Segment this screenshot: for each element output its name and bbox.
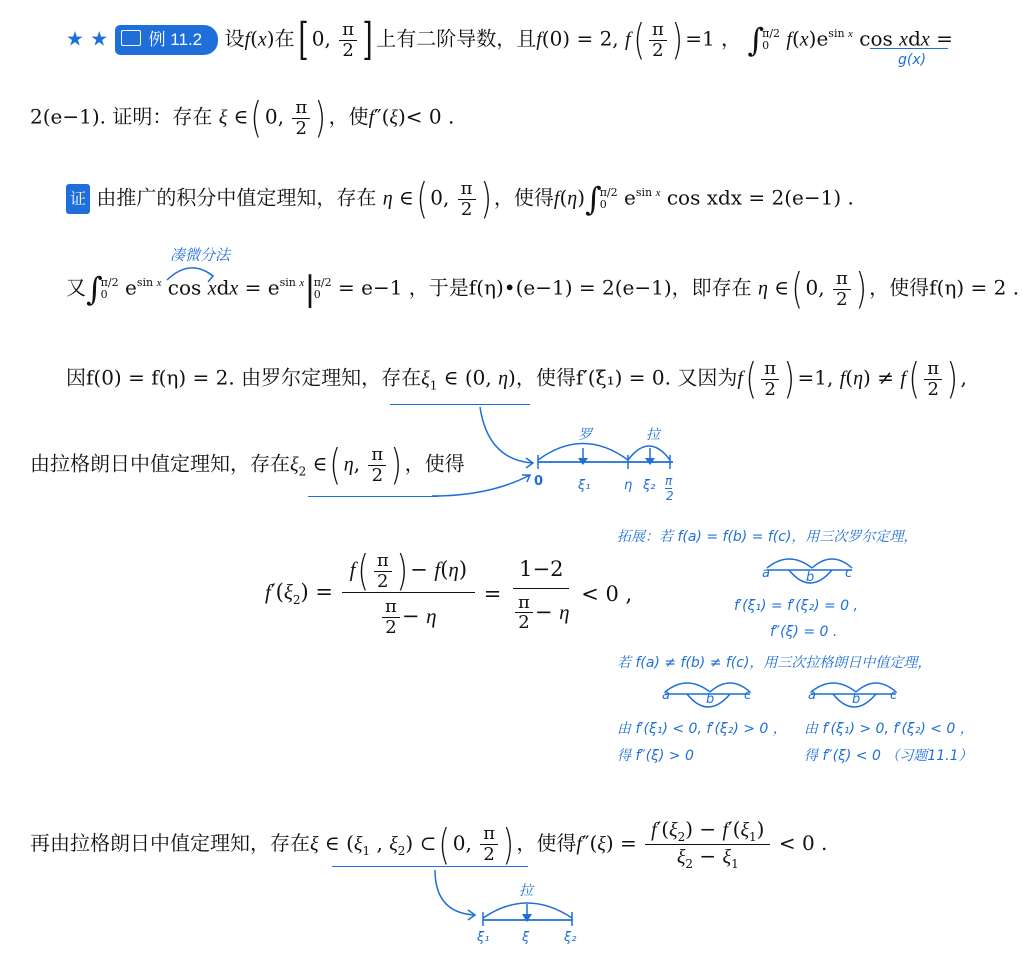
- g-label: g(x): [898, 52, 927, 68]
- given-text-a: 设: [224, 26, 245, 51]
- sn-c3: c: [890, 688, 898, 703]
- sn-b3: b: [852, 692, 861, 707]
- proof-l3b: f(0) = f(η) = 2: [86, 365, 229, 390]
- sidenote-line-3: f″(ξ) = 0 .: [770, 624, 838, 640]
- d2-tick-xi: ξ: [522, 930, 530, 945]
- proof-l4b: ，使得: [404, 451, 465, 476]
- proof-line-4: 由拉格朗日中值定理知，存在$\xi_2$ ∈( η, $\frac{\pi}{2}$ ) ，使得: [30, 440, 465, 489]
- sn-a2: a: [662, 688, 670, 703]
- line2-text: . 证明：存在: [99, 104, 213, 129]
- proof-l3d: ，使得: [515, 365, 576, 390]
- proof-l1a: 由推广的积分中值定理知，存在: [96, 185, 377, 210]
- proof-badge: 证: [66, 184, 90, 214]
- tick-label-eta: η: [624, 478, 633, 493]
- tick-label-xi1: ξ₁: [578, 478, 591, 493]
- proof-line-6: 再由拉格朗日中值定理知，存在ξ ∈ ($\xi_1$ , $\xi_2$) ⊂( 0, $\frac{\pi}{2}$ ) ，使得f″(ξ) = $\frac{f'(\xi_2) - f'(\xi_1)}{\xi_2 - \xi_1}$ < 0 .: [30, 817, 828, 872]
- proof-l2e: ，使得: [869, 275, 930, 300]
- example-badge: [115, 25, 219, 55]
- difficulty-stars: ★ ★: [66, 26, 109, 51]
- example-number: 例 11.2: [148, 30, 203, 49]
- proof-l3c: . 由罗尔定理知，存在: [228, 365, 422, 390]
- tick-label-pi: π: [665, 474, 673, 488]
- sn-b2: b: [706, 692, 715, 707]
- lagrange-arc: [628, 446, 670, 460]
- interval-diagram-1: [533, 422, 683, 512]
- d2-tick-xi2: ξ₂: [564, 930, 577, 945]
- sidenote-line-2: f′(ξ₁) = f′(ξ₂) = 0 ,: [734, 598, 858, 614]
- proof-l2c: f(η)•(e−1) = 2(e−1): [468, 275, 672, 300]
- sidenote-line-4: 若 f(a) ≠ f(b) ≠ f(c)，用三次拉格朗日中值定理，: [617, 655, 932, 671]
- proof-l1b: ，使得: [493, 185, 554, 210]
- sn-a3: a: [808, 688, 816, 703]
- proof-l2f: f(η) = 2 .: [929, 275, 1020, 300]
- proof-l2a: 又: [66, 275, 86, 300]
- line2-end: ，使: [328, 104, 369, 129]
- derivative-formula: $f'(\xi_2)$ = f( $\frac{\pi}{2}$ ) − f(η) $\frac{\pi}{2}$ − η = 1−2 $\frac{\pi}{2}$ − η < 0 ,: [265, 546, 633, 638]
- sidenote-line-6a: 得 f″(ξ) > 0: [617, 748, 694, 764]
- proof-l6c: < 0 .: [778, 831, 828, 856]
- sidenote-line-6b: 得 f″(ξ) < 0 （习题11.1）: [804, 748, 973, 764]
- proof-l6a: 再由拉格朗日中值定理知，存在: [30, 831, 310, 856]
- sn-b1: b: [806, 570, 815, 585]
- tick-label-two: 2: [666, 489, 674, 503]
- proof-l3a: 因: [66, 365, 86, 390]
- label-rolle: 罗: [578, 427, 592, 443]
- tick-label-xi2: ξ₂: [643, 478, 656, 493]
- proof-line-1: 证 由推广的积分中值定理知，存在 η ∈( 0, $\frac{\pi}{2}$ ) ，使得f(η)∫ π/2 0 $e^{sin x}$ cos xdx = 2(e−1) .: [66, 178, 854, 220]
- proof-l1c: cos xdx = 2(e−1) .: [666, 185, 854, 210]
- arrow-2: [430, 470, 540, 500]
- xi2-underline: [308, 496, 438, 497]
- g-underline: [870, 48, 948, 49]
- sn-c1: c: [845, 566, 853, 581]
- proof-line-3: 因f(0) = f(η) = 2. 由罗尔定理知，存在$\xi_1$ ∈ (0, η)，使得f′(ξ₁) = 0. 又因为f( $\frac{\pi}{2}$ ) =1, f(η) ≠ f( $\frac{\pi}{2}$ ) ,: [66, 354, 967, 403]
- tick-label-0: 0: [534, 474, 544, 489]
- given-text-c: 上有二阶导数，且: [376, 26, 537, 51]
- proof-l2d: ，即存在: [671, 275, 752, 300]
- proof-l2b: = e−1 ，于是: [338, 275, 469, 300]
- line2-start: 2(e−1): [30, 104, 100, 129]
- fx: f: [244, 28, 251, 51]
- problem-statement-2: 2(e−1). 证明：存在 ξ ∈( 0, $\frac{\pi}{2}$ ) ，使f″(ξ)< 0 .: [30, 93, 455, 142]
- proof-line-2: 又∫ π/2 0 $e^{sin x}$ cos xdx = $e^{sin x}|$ π/2 0 = e−1 ，于是f(η)•(e−1) = 2(e−1)，即存在 η ∈( 0, $\frac{\pi}{2}$ ) ，使得f(η) = 2 .: [66, 264, 1020, 313]
- proof-l6b: ，使得: [516, 831, 577, 856]
- arrow-1: [478, 405, 538, 475]
- line2-tail: < 0 .: [405, 104, 455, 129]
- label-lagrange-2: 拉: [519, 883, 533, 899]
- given-text-b: 在: [274, 26, 295, 51]
- substitution-annotation: 凑微分法: [170, 246, 231, 264]
- d2-tick-xi1: ξ₁: [477, 930, 490, 945]
- proof-l3f: . 又因为: [664, 365, 738, 390]
- xi-underline: [332, 866, 528, 867]
- sidenote-line-1: 拓展：若 f(a) = f(b) = f(c)，用三次罗尔定理，: [617, 529, 918, 545]
- sidenote-line-5b: 由 f′(ξ₁) > 0, f′(ξ₂) < 0 ，: [804, 721, 974, 737]
- book-icon: [121, 30, 141, 46]
- sn-a1: a: [762, 566, 770, 581]
- sn-c2: c: [744, 688, 752, 703]
- proof-l4a: 由拉格朗日中值定理知，存在: [30, 451, 290, 476]
- label-lagrange: 拉: [646, 427, 660, 443]
- problem-header: ★ ★ 例 11.2 设f(x)在[ 0, $\frac{\pi}{2}$ ] 上有二阶导数，且f(0) = 2, f( $\frac{\pi}{2}$ ) =1 ， ∫ π/2 0 $f(x)e^{sin x}$ cos xdx =: [66, 14, 953, 65]
- sidenote-line-5a: 由 f′(ξ₁) < 0, f′(ξ₂) > 0 ，: [617, 721, 787, 737]
- proof-l3e: f′(ξ₁) = 0: [575, 365, 665, 390]
